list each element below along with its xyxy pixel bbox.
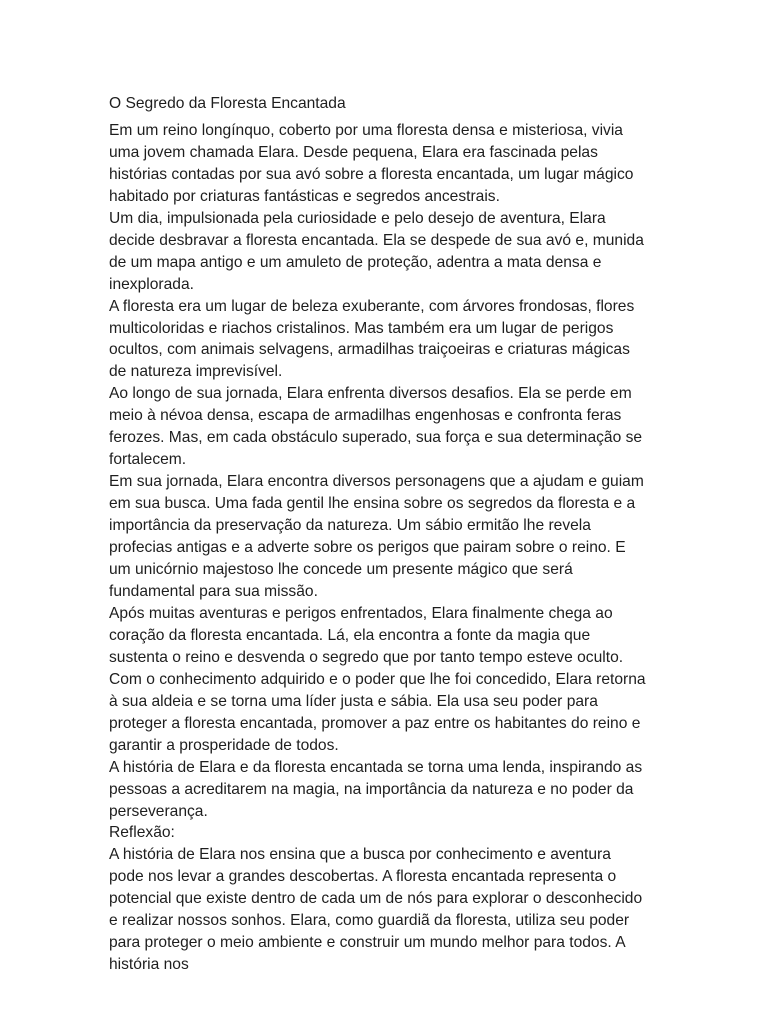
paragraph-reflection: A história de Elara nos ensina que a busca por conhecimento e aventura pode nos levar a grandes descobertas. A floresta encantada representa o potencial que existe dentro de cada um de nós para explorar o desconhecido e realizar nossos sonhos. Elara, como guardiã da floresta, utiliza seu poder para proteger o meio ambiente e construir um mundo melhor para todos. A história nos <box>109 846 643 974</box>
document-page <box>109 93 649 976</box>
paragraph-8: A história de Elara e da floresta encantada se torna uma lenda, inspirando as pessoas a acreditarem na magia, na importância da natureza e no poder da perseverança. <box>109 758 643 820</box>
section-heading-reflexao: Reflexão: <box>109 824 175 842</box>
document-title: O Segredo da Floresta Encantada <box>109 95 346 112</box>
paragraph-6: Após muitas aventuras e perigos enfrentados, Elara finalmente chega ao coração da floresta encantada. Lá, ela encontra a fonte da magia que sustenta o reino e desvenda o segredo que por tanto tempo esteve oculto. <box>109 604 624 666</box>
paragraph-4: Ao longo de sua jornada, Elara enfrenta diversos desafios. Ela se perde em meio à névoa densa, escapa de armadilhas engenhosas e confronta feras ferozes. Mas, em cada obstáculo superado, sua força e sua determinação se fortalecem. <box>109 385 643 469</box>
paragraph-3: A floresta era um lugar de beleza exuberante, com árvores frondosas, flores multicoloridas e riachos cristalinos. Mas também era um lugar de perigos ocultos, com animais selvagens, armadilhas traiçoeiras e criaturas mágicas de natureza imprevisível. <box>109 297 635 381</box>
paragraph-2: Um dia, impulsionada pela curiosidade e pelo desejo de aventura, Elara decide desbravar a floresta encantada. Ela se despede de sua avó e, munida de um mapa antigo e um amuleto de proteção, adentra a mata densa e inexplorada. <box>109 209 644 293</box>
paragraph-7: Com o conhecimento adquirido e o poder que lhe foi concedido, Elara retorna à sua aldeia e se torna uma líder justa e sábia. Ela usa seu poder para proteger a floresta encantada, promover a paz entre os habitantes do reino e garantir a prosperidade de todos. <box>109 670 646 754</box>
paragraph-5: Em sua jornada, Elara encontra diversos personagens que a ajudam e guiam em sua busca. Uma fada gentil lhe ensina sobre os segredos da floresta e a importância da preservação da natureza. Um sábio ermitão lhe revela profecias antigas e a adverte sobre os perigos que pairam sobre o reino. E um unicórnio majestoso lhe concede um presente mágico que será fundamental para sua missão. <box>109 473 644 600</box>
paragraph-1: Em um reino longínquo, coberto por uma floresta densa e misteriosa, vivia uma jovem chamada Elara. Desde pequena, Elara era fascinada pelas histórias contadas por sua avó sobre a floresta encantada, um lugar mágico habitado por criaturas fantásticas e segredos ancestrais. <box>109 121 634 205</box>
